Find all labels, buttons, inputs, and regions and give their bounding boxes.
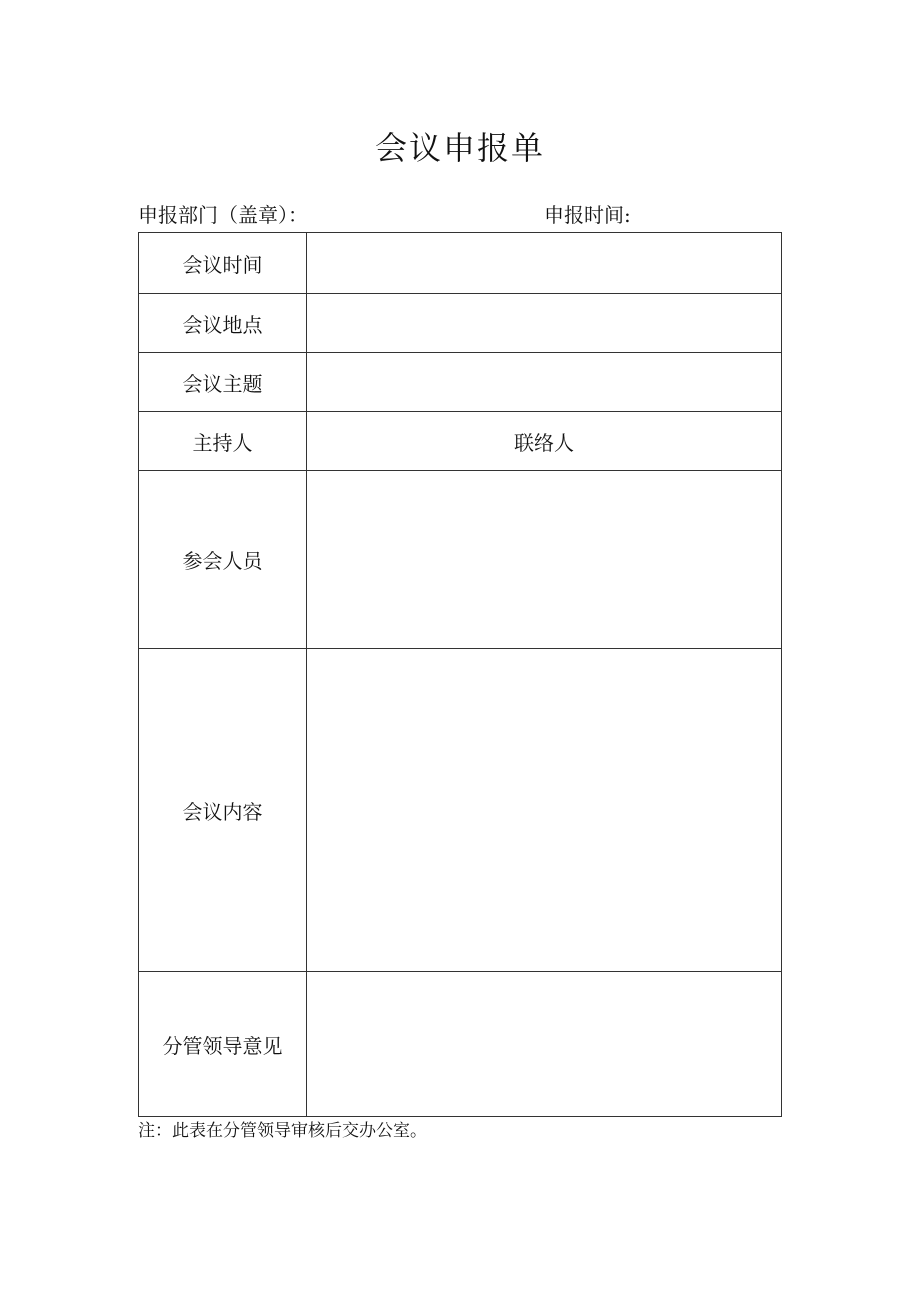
row-meeting-content	[139, 649, 782, 972]
meeting-topic-label: 会议主题	[139, 353, 307, 412]
row-host-contact	[139, 412, 782, 471]
meeting-location-field[interactable]	[307, 294, 782, 353]
meeting-time-label: 会议时间	[139, 233, 307, 294]
row-meeting-time	[139, 233, 782, 294]
meeting-time-field[interactable]	[307, 233, 782, 294]
meeting-application-table	[138, 232, 782, 1117]
footnote: 注：此表在分管领导审核后交办公室。	[138, 1121, 427, 1141]
row-meeting-location	[139, 294, 782, 353]
meeting-content-label: 会议内容	[139, 649, 307, 972]
host-label: 主持人	[139, 412, 307, 471]
meeting-topic-field[interactable]	[307, 353, 782, 412]
form-title: 会议申报单	[374, 129, 545, 167]
leader-opinion-label: 分管领导意见	[139, 972, 307, 1117]
meeting-content-field[interactable]	[307, 649, 782, 972]
row-meeting-topic	[139, 353, 782, 412]
contact-label: 联络人	[307, 412, 782, 471]
leader-opinion-field[interactable]	[307, 972, 782, 1117]
row-leader-opinion	[139, 972, 782, 1117]
meeting-location-label: 会议地点	[139, 294, 307, 353]
department-label: 申报部门（盖章）：	[138, 203, 308, 227]
attendees-field[interactable]	[307, 471, 782, 649]
attendees-label: 参会人员	[139, 471, 307, 649]
row-attendees	[139, 471, 782, 649]
application-date-label: 申报时间:	[544, 203, 631, 227]
